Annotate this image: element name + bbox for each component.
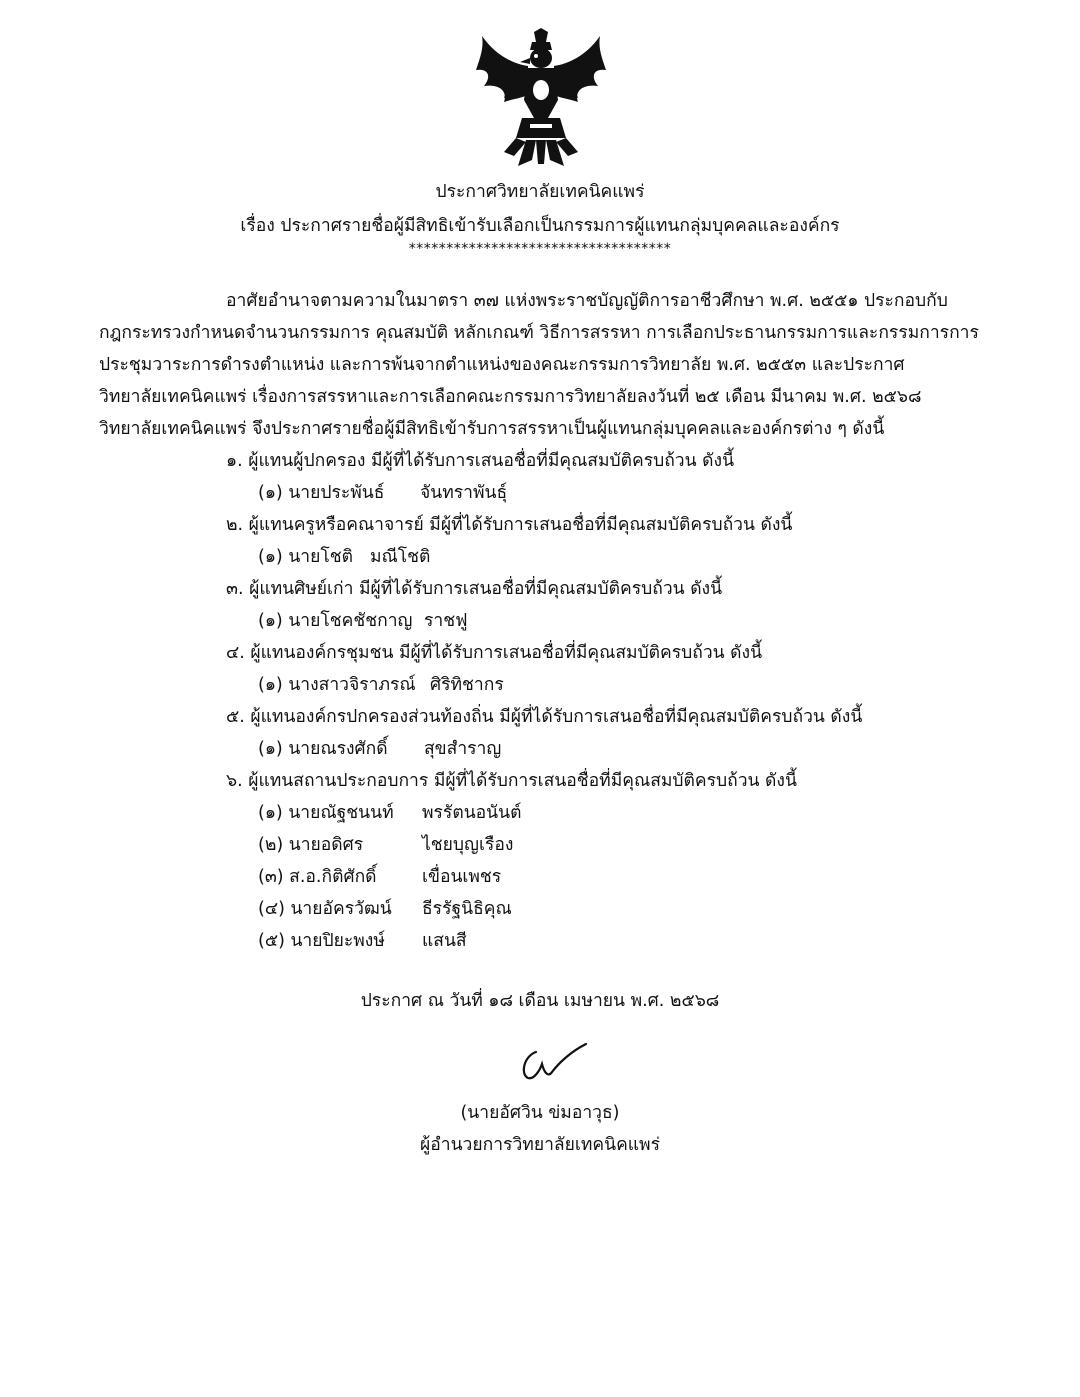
member-row bbox=[258, 734, 502, 762]
member-first-name: (๑) นายณัฐชนนท์ bbox=[258, 803, 394, 823]
member-first-name: (๓) ส.อ.กิติศักดิ์ bbox=[258, 867, 377, 887]
member-row bbox=[258, 670, 504, 698]
member-row bbox=[258, 606, 468, 634]
group-heading: ๕. ผู้แทนองค์กรปกครองส่วนท้องถิ่น มีผู้ที่ได้รับการเสนอชื่อที่มีคุณสมบัติครบถ้วน ดังนี้ bbox=[226, 707, 863, 727]
body-line: วิทยาลัยเทคนิคแพร่ เรื่องการสรรหาและการเลือกคณะกรรมการวิทยาลัยลงวันที่ ๒๕ เดือน มีนาคม พ.ศ. ๒๕๖๘ bbox=[99, 387, 922, 407]
group-heading: ๓. ผู้แทนศิษย์เก่า มีผู้ที่ได้รับการเสนอชื่อที่มีคุณสมบัติครบถ้วน ดังนี้ bbox=[226, 579, 723, 599]
member-row bbox=[258, 926, 467, 954]
member-last-name: ธีรรัฐนิธิคุณ bbox=[422, 899, 512, 919]
signer-position: ผู้อำนวยการวิทยาลัยเทคนิคแพร่ bbox=[420, 1135, 660, 1155]
member-row bbox=[258, 478, 508, 506]
member-last-name: ไชยบุญเรือง bbox=[422, 835, 514, 855]
group-heading: ๖. ผู้แทนสถานประกอบการ มีผู้ที่ได้รับการเสนอชื่อที่มีคุณสมบัติครบถ้วน ดังนี้ bbox=[226, 771, 797, 791]
body-line: อาศัยอำนาจตามความในมาตรา ๓๗ แห่งพระราชบัญญัติการอาชีวศึกษา พ.ศ. ๒๕๕๑ ประกอบกับ bbox=[226, 291, 948, 311]
member-last-name: มณีโชติ bbox=[370, 547, 431, 567]
member-row bbox=[258, 894, 512, 922]
body-line: กฎกระทรวงกำหนดจำนวนกรรมการ คุณสมบัติ หลักเกณฑ์ วิธีการสรรหา การเลือกประธานกรรมการและกรรมการการ bbox=[99, 323, 979, 343]
member-row bbox=[258, 798, 522, 826]
member-first-name: (๕) นายปิยะพงษ์ bbox=[258, 931, 385, 951]
member-row bbox=[258, 542, 431, 570]
member-first-name: (๑) นางสาวจิราภรณ์ bbox=[258, 675, 416, 695]
announcement-date: ประกาศ ณ วันที่ ๑๘ เดือน เมษายน พ.ศ. ๒๕๖๘ bbox=[360, 991, 720, 1011]
group-heading: ๑. ผู้แทนผู้ปกครอง มีผู้ที่ได้รับการเสนอชื่อที่มีคุณสมบัติครบถ้วน ดังนี้ bbox=[226, 451, 735, 471]
member-first-name: (๑) นายณรงศักดิ์ bbox=[258, 739, 388, 759]
member-last-name: ศิริทิชากร bbox=[430, 675, 504, 695]
member-first-name: (๑) นายโชคชัชกาญ bbox=[258, 611, 413, 631]
member-last-name: จันทราพันธุ์ bbox=[420, 483, 508, 503]
member-first-name: (๑) นายโชติ bbox=[258, 547, 354, 567]
member-first-name: (๑) นายประพันธ์ bbox=[258, 483, 385, 503]
separator-line: *********************************** bbox=[408, 241, 672, 257]
signature-icon bbox=[514, 1040, 594, 1090]
group-heading: ๔. ผู้แทนองค์กรชุมชน มีผู้ที่ได้รับการเสนอชื่อที่มีคุณสมบัติครบถ้วน ดังนี้ bbox=[226, 643, 763, 663]
body-line: ประชุมวาระการดำรงตำแหน่ง และการพ้นจากตำแหน่งของคณะกรรมการวิทยาลัย พ.ศ. ๒๕๕๓ และประกาศ bbox=[99, 355, 905, 375]
garuda-emblem-icon bbox=[474, 28, 608, 168]
announcement-title: ประกาศวิทยาลัยเทคนิคแพร่ bbox=[435, 182, 645, 202]
announcement-subject: เรื่อง ประกาศรายชื่อผู้มีสิทธิเข้ารับเลือกเป็นกรรมการผู้แทนกลุ่มบุคคลและองค์กร bbox=[240, 216, 840, 236]
body-line: วิทยาลัยเทคนิคแพร่ จึงประกาศรายชื่อผู้มีสิทธิเข้ารับการสรรหาเป็นผู้แทนกลุ่มบุคคลและองค์กรต่าง ๆ ดังนี้ bbox=[99, 419, 885, 439]
member-first-name: (๔) นายอัครวัฒน์ bbox=[258, 899, 392, 919]
member-last-name: แสนสี bbox=[422, 931, 467, 951]
member-row bbox=[258, 862, 502, 890]
member-last-name: สุขสำราญ bbox=[424, 739, 502, 759]
member-row bbox=[258, 830, 514, 858]
member-last-name: เขื่อนเพชร bbox=[422, 867, 502, 887]
group-heading: ๒. ผู้แทนครูหรือคณาจารย์ มีผู้ที่ได้รับการเสนอชื่อที่มีคุณสมบัติครบถ้วน ดังนี้ bbox=[226, 515, 793, 535]
member-last-name: พรรัตนอนันต์ bbox=[422, 803, 522, 823]
member-first-name: (๒) นายอดิศร bbox=[258, 835, 364, 855]
signer-name: (นายอัศวิน ข่มอาวุธ) bbox=[460, 1103, 620, 1123]
member-last-name: ราชฟู bbox=[424, 611, 468, 631]
